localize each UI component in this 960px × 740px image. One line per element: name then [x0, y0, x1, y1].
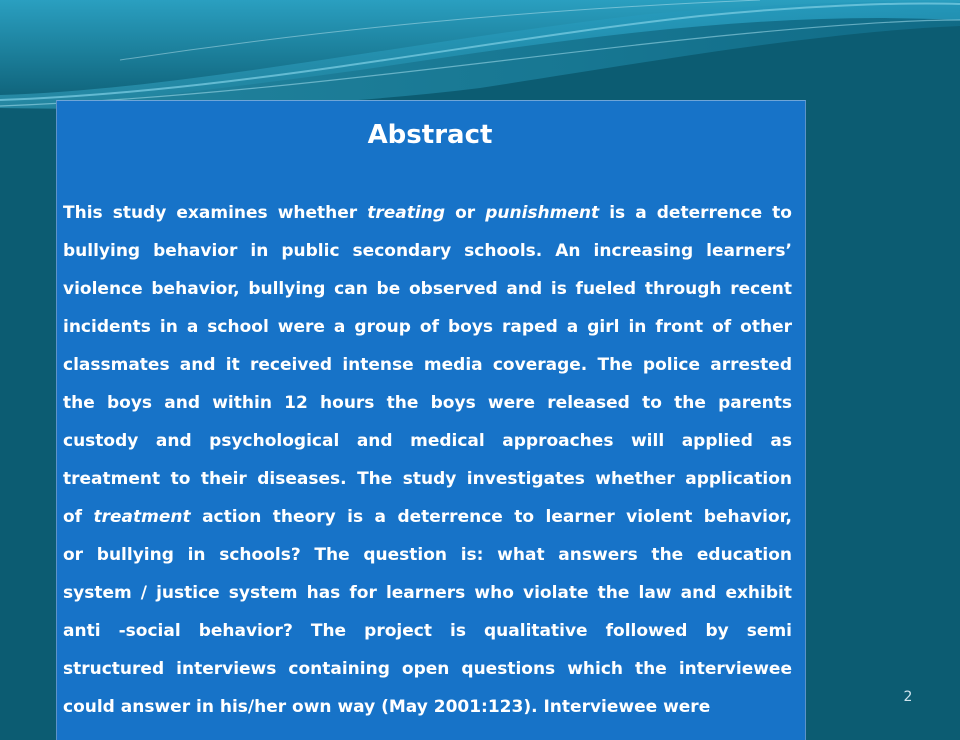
abstract-line: classmates and it received intense media coverage. The police arrested — [63, 355, 792, 375]
abstract-line: of treatment action theory is a deterrence to learner violent behavior, — [63, 507, 792, 527]
abstract-line: violence behavior, bullying can be observed and is fueled through recent — [63, 279, 792, 299]
abstract-line: This study examines whether treating or punishment is a deterrence to — [63, 203, 792, 223]
abstract-line: custody and psychological and medical approaches will applied as — [63, 431, 792, 451]
abstract-line: incidents in a school were a group of boys raped a girl in front of other — [63, 317, 792, 337]
abstract-box — [56, 100, 806, 740]
abstract-line: anti -social behavior? The project is qualitative followed by semi — [63, 621, 792, 641]
abstract-line: treatment to their diseases. The study investigates whether application — [63, 469, 792, 489]
abstract-heading: Abstract — [367, 120, 493, 150]
abstract-line: could answer in his/her own way (May 2001:123). Interviewee were — [63, 697, 711, 717]
abstract-line: the boys and within 12 hours the boys were released to the parents — [63, 393, 792, 413]
abstract-line: bullying behavior in public secondary schools. An increasing learners’ — [63, 241, 792, 261]
abstract-line: system / justice system has for learners who violate the law and exhibit — [63, 583, 792, 603]
abstract-line: or bullying in schools? The question is: what answers the education — [63, 545, 792, 565]
abstract-line: structured interviews containing open questions which the interviewee — [63, 659, 792, 679]
page-number: 2 — [903, 689, 913, 705]
